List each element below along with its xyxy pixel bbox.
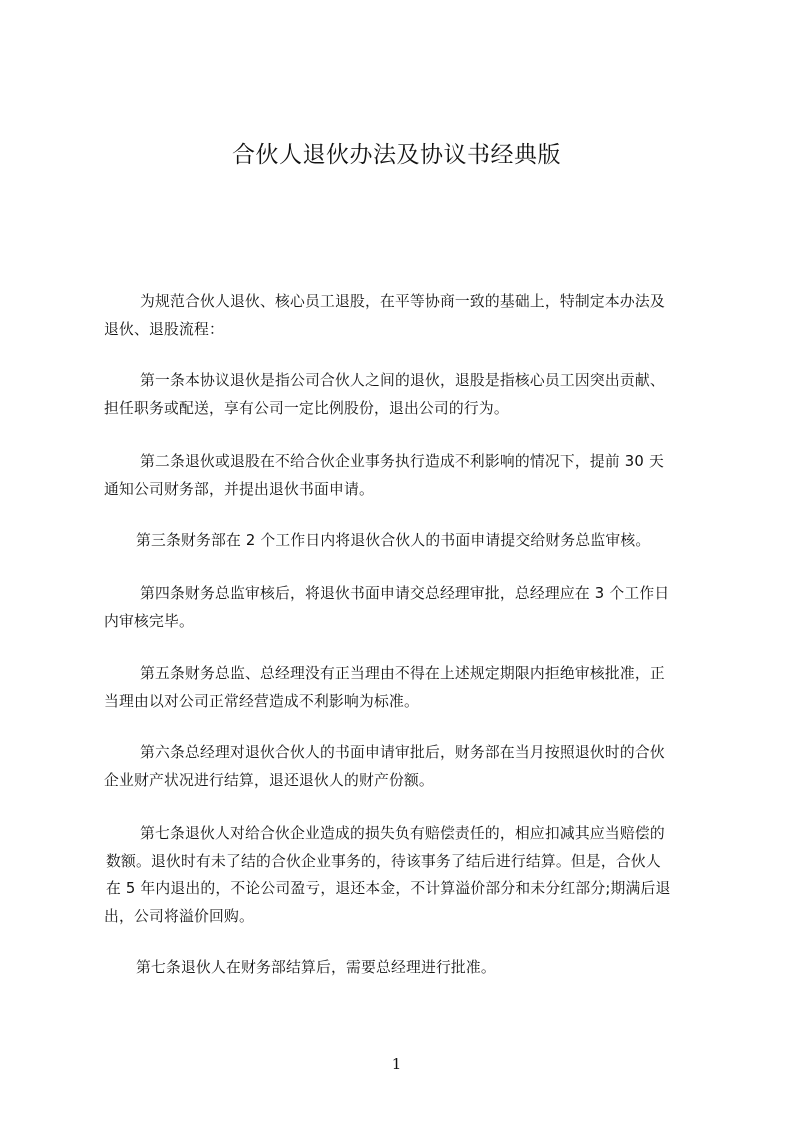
paragraph-line: 第七条退伙人对给合伙企业造成的损失负有赔偿责任的，相应扣减其应当赔偿的 (140, 825, 665, 842)
paragraph-article-1 (104, 367, 700, 422)
paragraph-intro (104, 288, 700, 343)
paragraph-line: 第六条总经理对退伙合伙人的书面申请审批后，财务部在当月按照退伙时的合伙 (140, 744, 665, 761)
page-number: 1 (391, 1055, 402, 1073)
paragraph-line: 第四条财务总监审核后，将退伙书面申请交总经理审批，总经理应在 3 个工作日 (140, 585, 670, 602)
paragraph-line: 数额。退伙时有未了结的合伙企业事务的，待该事务了结后进行结算。但是，合伙人 (106, 852, 661, 870)
paragraph-article-6 (104, 739, 700, 794)
paragraph-line: 第七条退伙人在财务部结算后，需要总经理进行批准。 (136, 959, 496, 976)
paragraph-article-5 (104, 660, 700, 715)
paragraph-line: 担任职务或配送，享有公司一定比例股份，退出公司的行为。 (104, 399, 509, 417)
paragraph-line: 第二条退伙或退股在不给合伙企业事务执行造成不利影响的情况下，提前 30 天 (140, 453, 664, 470)
paragraph-line: 当理由以对公司正常经营造成不利影响为标准。 (104, 692, 419, 710)
paragraph-article-7b (104, 954, 700, 982)
paragraph-line: 第五条财务总监、总经理没有正当理由不得在上述规定期限内拒绝审核批准，正 (140, 665, 665, 682)
document-title: 合伙人退伙办法及协议书经典版 (232, 142, 561, 168)
paragraph-line: 退伙、退股流程： (104, 320, 224, 338)
paragraph-article-2 (104, 448, 700, 503)
paragraph-line: 内审核完毕。 (104, 612, 194, 630)
paragraph-line: 为规范合伙人退伙、核心员工退股，在平等协商一致的基础上，特制定本办法及 (140, 293, 665, 310)
paragraph-line: 在 5 年内退出的，不论公司盈亏，退还本金，不计算溢价部分和未分红部分;期满后退 (106, 880, 671, 897)
paragraph-article-7 (104, 820, 700, 930)
paragraph-line: 出，公司将溢价回购。 (104, 907, 254, 925)
paragraph-article-3 (104, 527, 700, 555)
paragraph-line: 第三条财务部在 2 个工作日内将退伙合伙人的书面申请提交给财务总监审核。 (136, 532, 651, 549)
paragraph-line: 企业财产状况进行结算，退还退伙人的财产份额。 (104, 771, 434, 789)
paragraph-article-4 (104, 580, 700, 635)
paragraph-line: 第一条本协议退伙是指公司合伙人之间的退伙，退股是指核心员工因突出贡献、 (140, 372, 665, 389)
paragraph-line: 通知公司财务部，并提出退伙书面申请。 (104, 480, 374, 498)
